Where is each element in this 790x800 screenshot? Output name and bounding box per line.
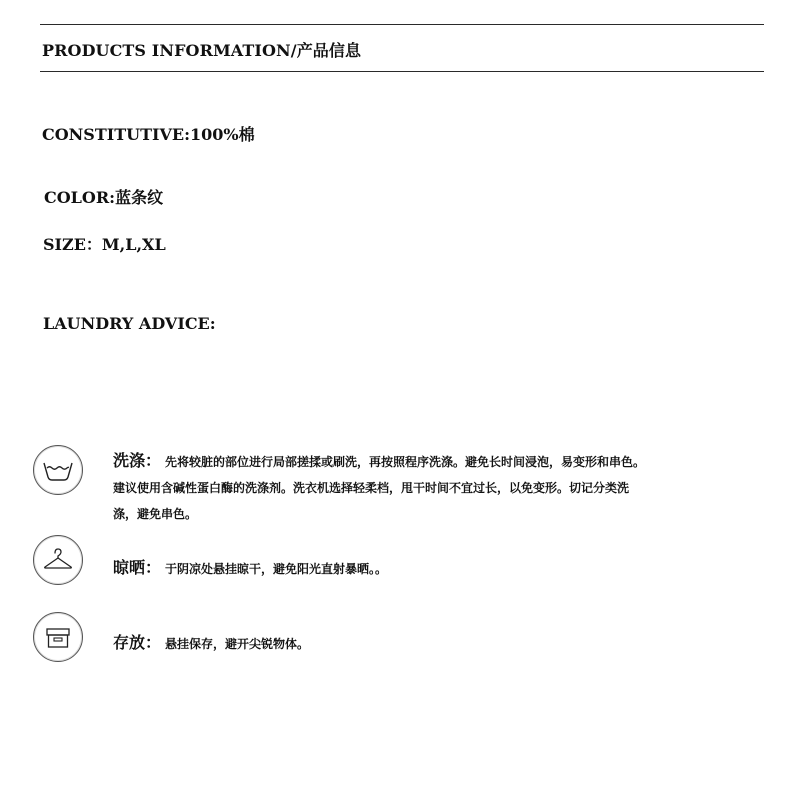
wash-line-2: 建议使用含碱性蛋白酶的洗涤剂。洗衣机选择轻柔档，甩干时间不宜过长，以免变形。切记分类洗 — [113, 481, 630, 495]
laundry-heading: LAUNDRY ADVICE: — [43, 314, 216, 333]
wash-line-1 — [113, 448, 733, 475]
page-title: PRODUCTS INFORMATION/产品信息 — [42, 41, 362, 60]
wash-text-1: 先将较脏的部位进行局部搓揉或刷洗，再按照程序洗涤。避免长时间浸泡，易变形和串色。 — [165, 455, 646, 469]
dry-text: 于阴凉处悬挂晾干，避免阳光直射暴晒。。 — [165, 562, 388, 576]
composition-spec: CONSTITUTIVE:100%棉 — [42, 125, 255, 144]
wash-title: 洗涤： — [113, 451, 162, 470]
dry-instructions — [113, 555, 733, 582]
wash-instructions — [113, 448, 733, 527]
store-text: 悬挂保存，避开尖锐物体。 — [165, 637, 310, 651]
hanger-icon — [33, 535, 83, 585]
wash-basin-icon — [33, 445, 83, 495]
size-spec — [43, 232, 166, 255]
size-label: SIZE： — [43, 235, 102, 254]
header-divider — [40, 71, 764, 72]
dry-title: 晾晒： — [113, 558, 162, 577]
wash-line-3: 涤，避免串色。 — [113, 507, 198, 521]
top-divider — [40, 24, 764, 25]
store-instructions — [113, 630, 733, 657]
store-title: 存放： — [113, 633, 162, 652]
storage-box-icon — [33, 612, 83, 662]
color-spec: COLOR:蓝条纹 — [44, 188, 164, 207]
size-value: M,L,XL — [101, 235, 166, 254]
